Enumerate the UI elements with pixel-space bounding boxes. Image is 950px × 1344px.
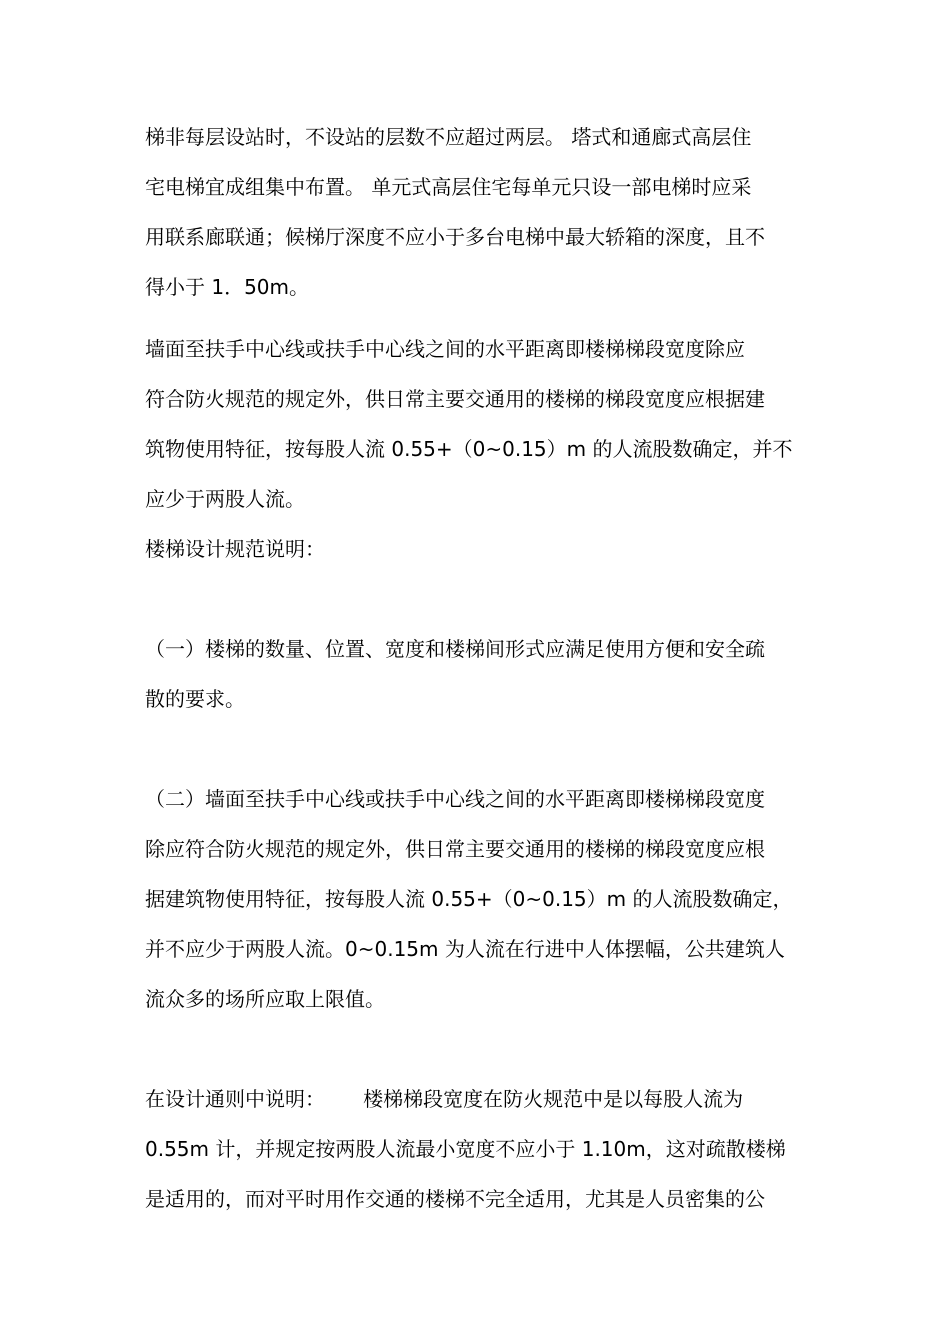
text-line: 0.55m 计，并规定按两股人流最小宽度不应小于 1.10m，这对疏散楼梯 [145, 1137, 786, 1161]
text-line: （一）楼梯的数量、位置、宽度和楼梯间形式应满足使用方便和安全疏 [145, 637, 765, 661]
text-line: 流众多的场所应取上限值。 [145, 987, 385, 1011]
paragraph-spacer [145, 580, 815, 630]
text-line: 筑物使用特征，按每股人流 0.55+（0~0.15）m 的人流股数确定，并不 [145, 437, 793, 461]
paragraph-spacer [145, 318, 815, 330]
text-line: 宅电梯宜成组集中布置。 单元式高层住宅每单元只设一部电梯时应采 [145, 175, 752, 199]
paragraph-elevator [145, 118, 815, 318]
document-page [145, 118, 815, 1230]
text-line: 墙面至扶手中心线或扶手中心线之间的水平距离即楼梯梯段宽度除应 [145, 337, 745, 361]
text-line: 用联系廊联通；候梯厅深度不应小于多台电梯中最大轿箱的深度，且不 [145, 225, 765, 249]
text-line: 应少于两股人流。 [145, 487, 305, 511]
text-line: 梯非每层设站时，不设站的层数不应超过两层。 塔式和通廊式高层住 [145, 125, 752, 149]
paragraph-general-rules [145, 1080, 815, 1230]
text-line: 得小于 1．50m。 [145, 275, 310, 299]
text-line: 楼梯设计规范说明： [145, 537, 325, 561]
text-line: 是适用的，而对平时用作交通的楼梯不完全适用，尤其是人员密集的公 [145, 1187, 765, 1211]
paragraph-item-one [145, 630, 815, 730]
paragraph-item-two [145, 780, 815, 1030]
text-line: 在设计通则中说明： 楼梯梯段宽度在防火规范中是以每股人流为 [145, 1087, 744, 1111]
text-line: 除应符合防火规范的规定外，供日常主要交通用的楼梯的梯段宽度应根 [145, 837, 765, 861]
text-line: 符合防火规范的规定外，供日常主要交通用的楼梯的梯段宽度应根据建 [145, 387, 765, 411]
paragraph-spacer [145, 1030, 815, 1080]
paragraph-spacer [145, 730, 815, 780]
text-line: （二）墙面至扶手中心线或扶手中心线之间的水平距离即楼梯梯段宽度 [145, 787, 765, 811]
section-heading-stair-spec [145, 530, 815, 580]
paragraph-stair-width [145, 330, 815, 530]
text-line: 并不应少于两股人流。0~0.15m 为人流在行进中人体摆幅，公共建筑人 [145, 937, 785, 961]
text-line: 据建筑物使用特征，按每股人流 0.55+（0~0.15）m 的人流股数确定， [145, 887, 793, 911]
text-line: 散的要求。 [145, 687, 245, 711]
